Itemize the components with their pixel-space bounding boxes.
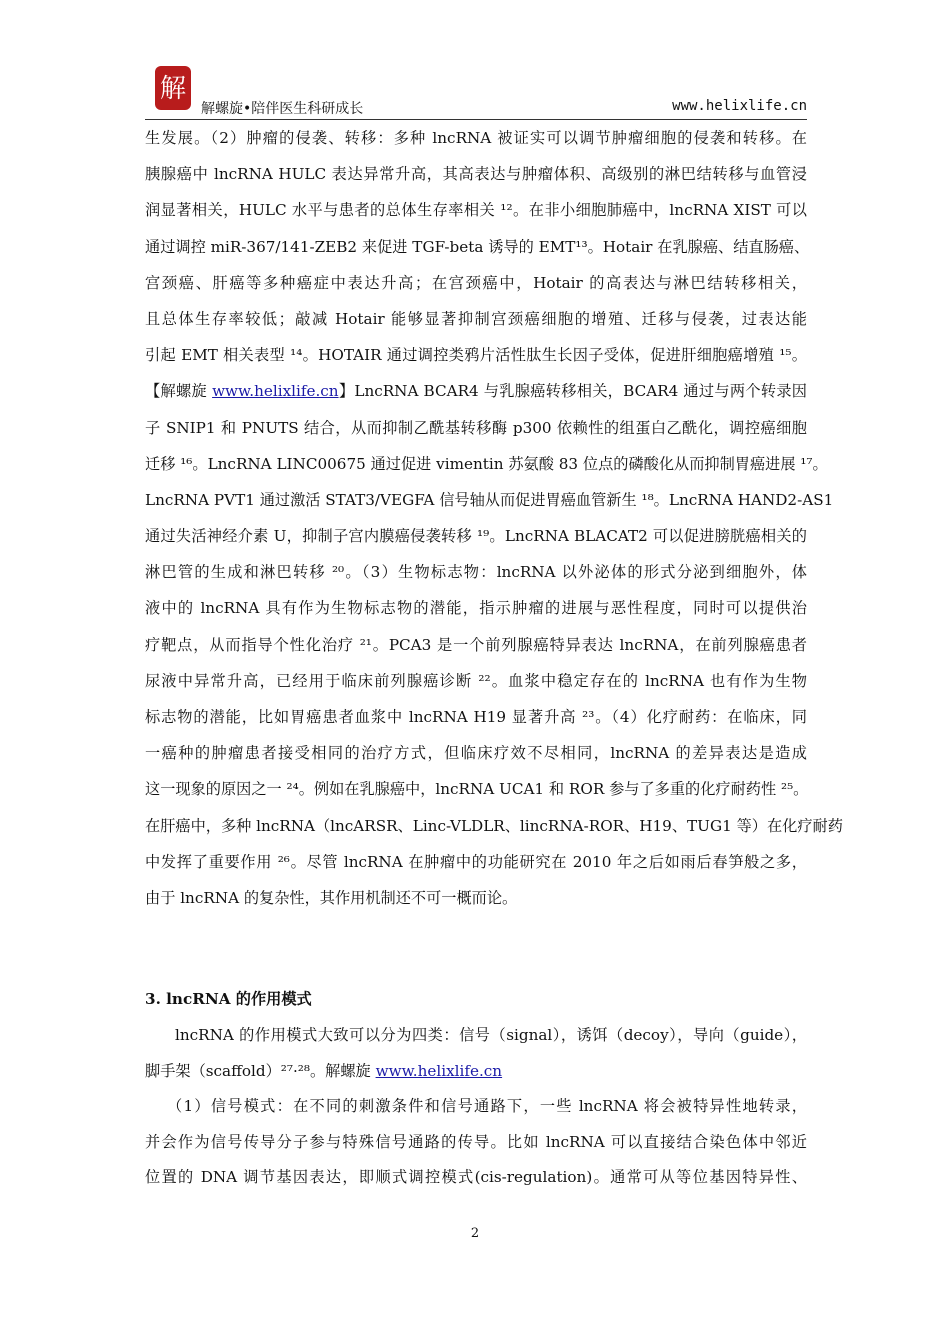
paragraph-line: LncRNA PVT1 通过激活 STAT3/VEGFA 信号轴从而促进胃癌血管新生 ¹⁸。LncRNA HAND2-AS1 xyxy=(145,490,834,509)
paragraph-line: 且总体生存率较低；敲减 Hotair 能够显著抑制宫颈癌细胞的增殖、迁移与侵袭，过表达能 xyxy=(145,309,807,328)
section-line: （1）信号模式：在不同的刺激条件和信号通路下，一些 lncRNA 将会被特异性地转录， xyxy=(167,1097,807,1115)
paragraph-line: 迁移 ¹⁶。LncRNA LINC00675 通过促进 vimentin 苏氨酸 83 位点的磷酸化从而抑制胃癌进展 ¹⁷。 xyxy=(145,454,828,473)
header-url: www.helixlife.cn xyxy=(672,98,807,114)
helixlife-link-2[interactable]: www.helixlife.cn xyxy=(375,1061,503,1080)
paragraph-line: 生发展。（2）肿瘤的侵袭、转移：多种 lncRNA 被证实可以调节肿瘤细胞的侵袭和转移。在 xyxy=(145,129,807,147)
paragraph-line: 疗靶点，从而指导个性化治疗 ²¹。PCA3 是一个前列腺癌特异表达 lncRNA，在前列腺癌患者 xyxy=(145,635,807,654)
section-line-text: 脚手架（scaffold）²⁷·²⁸。解螺旋 xyxy=(145,1061,371,1080)
helixlife-link[interactable]: www.helixlife.cn xyxy=(212,382,339,401)
paragraph-line: 引起 EMT 相关表型 ¹⁴。HOTAIR 通过调控类鸦片活性肽生长因子受体，促进肝细胞癌增殖 ¹⁵。 xyxy=(145,346,807,365)
paragraph-line: 子 SNIP1 和 PNUTS 结合，从而抑制乙酰基转移酶 p300 依赖性的组蛋白乙酰化，调控癌细胞 xyxy=(145,418,807,437)
paragraph-line: 胰腺癌中 lncRNA HULC 表达异常升高，其高表达与肿瘤体积、高级别的淋巴结转移与血管浸 xyxy=(145,165,807,184)
paragraph-line-rest: 】LncRNA BCAR4 与乳腺癌转移相关，BCAR4 通过与两个转录因 xyxy=(338,382,807,401)
bracket-open: 【解螺旋 xyxy=(145,382,213,401)
page-number: 2 xyxy=(470,1226,480,1241)
page-header xyxy=(145,62,807,120)
paragraph-line: 一癌种的肿瘤患者接受相同的治疗方式，但临床疗效不尽相同，lncRNA 的差异表达是造成 xyxy=(145,744,807,763)
section-line: lncRNA 的作用模式大致可以分为四类：信号（signal），诱饵（decoy），导向（guide）， xyxy=(175,1026,807,1044)
section-heading: 3. lncRNA 的作用模式 xyxy=(145,990,312,1008)
section-line: 位置的 DNA 调节基因表达，即顺式调控模式(cis-regulation)。通常可从等位基因特异性、 xyxy=(145,1168,807,1186)
paragraph-line-with-link xyxy=(145,373,807,409)
section-line: 并会作为信号传导分子参与特殊信号通路的传导。比如 lncRNA 可以直接结合染色体中邻近 xyxy=(145,1132,807,1151)
paragraph-line: 在肝癌中，多种 lncRNA（lncARSR、Linc-VLDLR、lincRNA-ROR、H19、TUG1 等）在化疗耐药 xyxy=(145,816,843,835)
body-paragraph xyxy=(145,120,843,916)
paragraph-line: 润显著相关，HULC 水平与患者的总体生存率相关 ¹²。在非小细胞肺癌中，lncRNA XIST 可以 xyxy=(145,201,807,220)
paragraph-line: 液中的 lncRNA 具有作为生物标志物的潜能，指示肿瘤的进展与恶性程度，同时可以提供治 xyxy=(145,599,807,618)
paragraph-line: 这一现象的原因之一 ²⁴。例如在乳腺癌中，lncRNA UCA1 和 ROR 参与了多重的化疗耐药性 ²⁵。 xyxy=(145,780,809,799)
paragraph-line: 中发挥了重要作用 ²⁶。尽管 lncRNA 在肿瘤中的功能研究在 2010 年之后如雨后春笋般之多， xyxy=(145,852,807,871)
logo-glyph: 解 xyxy=(159,74,187,104)
section-body xyxy=(145,1018,807,1196)
paragraph-line: 淋巴管的生成和淋巴转移 ²⁰。（3）生物标志物：lncRNA 以外泌体的形式分泌到细胞外，体 xyxy=(145,563,807,582)
paragraph-line: 通过调控 miR-367/141-ZEB2 来促进 TGF-beta 诱导的 EMT¹³。Hotair 在乳腺癌、结直肠癌、 xyxy=(145,237,810,256)
header-title: 解螺旋•陪伴医生科研成长 xyxy=(201,101,364,117)
paragraph-line: 宫颈癌、肝癌等多种癌症中表达升高；在宫颈癌中，Hotair 的高表达与淋巴结转移相关， xyxy=(145,273,807,292)
paragraph-line: 标志物的潜能，比如胃癌患者血浆中 lncRNA H19 显著升高 ²³。（4）化疗耐药：在临床，同 xyxy=(145,708,807,726)
paragraph-line: 由于 lncRNA 的复杂性，其作用机制还不可一概而论。 xyxy=(145,888,518,907)
paragraph-line: 尿液中异常升高，已经用于临床前列腺癌诊断 ²²。血浆中稳定存在的 lncRNA 也有作为生物 xyxy=(145,671,807,690)
helixlife-logo-icon xyxy=(153,64,193,112)
paragraph-line: 通过失活神经介素 U，抑制子宫内膜癌侵袭转移 ¹⁹。LncRNA BLACAT2 可以促进膀胱癌相关的 xyxy=(145,527,807,546)
section-line-with-link xyxy=(145,1054,807,1090)
